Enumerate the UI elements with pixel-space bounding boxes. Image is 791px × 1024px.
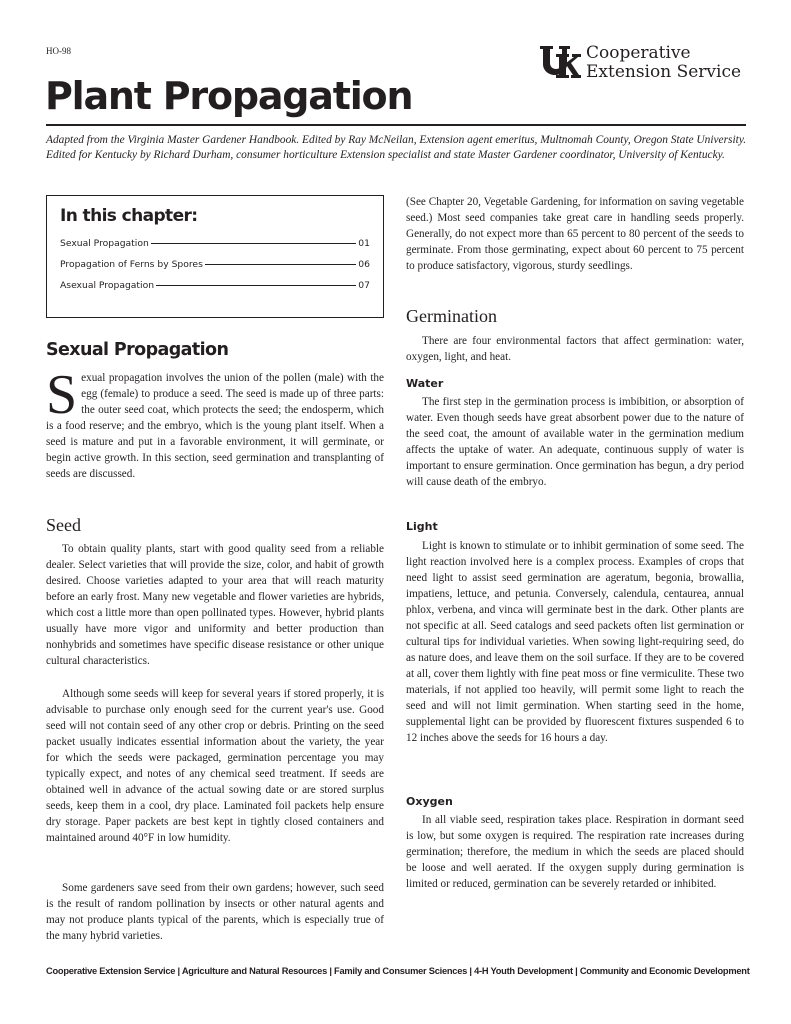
section-heading-sexual-propagation: Sexual Propagation xyxy=(46,340,229,360)
toc-item-label: Sexual Propagation xyxy=(60,238,149,249)
subheading-light: Light xyxy=(406,520,438,533)
adapted-note: Adapted from the Virginia Master Gardener Handbook. Edited by Ray McNeilan, Extension agent emeritus, Multnomah County, Oregon State University. Edited for Kentucky by Richard Durham, consumer horticulture Extension specialist and state Master Gardener coordinator, University of Kentucky. xyxy=(46,134,747,161)
paragraph-seed-3: Some gardeners save seed from their own gardens; however, such seed is the result of random pollination by insects or other natural agents and may not produce plants typical of the parents, which is especially true of the many hybrid varieties. xyxy=(46,882,384,942)
toc-item[interactable] xyxy=(60,259,370,270)
paragraph-germination: There are four environmental factors that affect germination: water, oxygen, light, and heat. xyxy=(406,335,744,363)
logo-text xyxy=(586,44,741,82)
toc-leader xyxy=(156,285,356,286)
paragraph-text: exual propagation involves the union of the pollen (male) with the egg (female) to produce a seed. The seed is made up of three parts: the outer seed coat, which protects the seed; the endosperm, which is a food reserve; and the embryo, which is the young plant itself. When a seed is mature and put in a favorable environment, it will germinate, or begin active growth. In this section, seed germination and transplanting of seeds are discussed. xyxy=(46,372,384,480)
toc-item[interactable] xyxy=(60,238,370,249)
toc-item-page: 07 xyxy=(358,280,370,291)
paragraph-seed-2: Although some seeds will keep for several years if stored properly, it is advisable to purchase only enough seed for the current year's use. Good seed will not contain seed of any other crop or debris. Printing on the seed packet usually indicates essential information about the variety, the year for which the seeds were packaged, germination percentage you may typically expect, and notes of any chemical seed treatment. If seeds are obtained well in advance of the actual sowing date or are stored surplus seeds, keep them in a cool, dry place. Laminated foil packets help ensure dry storage. Paper packets are best kept in tightly closed containers and maintained around 40°F in low humidity. xyxy=(46,688,384,844)
toc-box xyxy=(46,195,384,318)
toc-item-label: Propagation of Ferns by Spores xyxy=(60,259,203,270)
document-code: HO-98 xyxy=(46,46,71,56)
drop-cap: S xyxy=(46,364,78,426)
footer-bar: Cooperative Extension Service | Agriculture and Natural Resources | Family and Consumer Sciences | 4-H Youth Development | Community and Economic Development xyxy=(46,966,750,976)
subheading-seed: Seed xyxy=(46,515,81,535)
logo-line-2: Extension Service xyxy=(586,62,742,82)
uk-logo xyxy=(539,44,749,86)
paragraph-water: The first step in the germination process is imbibition, or absorption of water. Even though seeds have great absorbent power due to the nature of the seed coat, the amount of available water in the germination medium affects the uptake of water. An adequate, continuous supply of water is important to ensure germination. Once germination has begun, a dry period will cause death of the embryo. xyxy=(406,396,744,488)
logo-line-1: Cooperative xyxy=(586,43,691,63)
toc-item-page: 06 xyxy=(358,259,370,270)
subheading-oxygen: Oxygen xyxy=(406,795,453,808)
paragraph-seed-1: To obtain quality plants, start with good quality seed from a reliable dealer. Select varieties that will provide the size, color, and habit of growth desired. Choose varieties adapted to your area that will reach maturity before an early frost. Many new vegetable and flower varieties are hybrids, which cost a little more than open pollinated types. However, hybrid plants usually have more vigor and uniformity and better production than nonhybrids and sometimes have specific disease resistance or other unique cultural characteristics. xyxy=(46,543,384,667)
subheading-germination: Germination xyxy=(406,306,497,326)
toc-heading: In this chapter: xyxy=(60,206,198,226)
paragraph-continued: (See Chapter 20, Vegetable Gardening, for information on saving vegetable seed.) Most seed companies take great care in handling seeds properly. Generally, do not expect more than 65 percent to 80 percent of the seeds to germinate. From those germinating, expect about 60 percent to 75 percent to produce satisfactory, vigorous, sturdy seedlings. xyxy=(406,196,744,272)
toc-leader xyxy=(205,264,356,265)
toc-item-page: 01 xyxy=(358,238,370,249)
subheading-water: Water xyxy=(406,377,444,390)
paragraph-sexual-propagation xyxy=(46,364,384,482)
toc-item-label: Asexual Propagation xyxy=(60,280,155,291)
uk-logo-icon xyxy=(539,44,581,82)
paragraph-oxygen: In all viable seed, respiration takes place. Respiration in dormant seed is low, but some oxygen is required. The respiration rate increases during germination; therefore, the medium in which the seeds are placed should be loose and well aerated. If the oxygen supply during germination is limited or reduced, germination can be severely retarded or inhibited. xyxy=(406,814,744,890)
toc-leader xyxy=(151,243,357,244)
toc-item[interactable] xyxy=(60,280,370,291)
header-rule xyxy=(46,124,746,126)
page-title: Plant Propagation xyxy=(45,74,413,118)
paragraph-light: Light is known to stimulate or to inhibit germination of some seed. The light reaction involved here is a complex process. Examples of crops that need light to assist seed germination are ageratum, begonia, browallia, impatiens, lettuce, and petunia. Conversely, calendula, centaurea, annual phlox, verbena, and vinca will germinate best in the dark. Other plants are not specific at all. Seed catalogs and seed packets often list germination or cultural tips for individual varieties. When sowing light-requiring seed, do as nature does, and leave them on the soil surface. If they are to be covered at all, cover them lightly with fine peat moss or fine vermiculite. These two materials, if not applied too heavily, will permit some light to reach the seed and will not limit germination. When starting seed in the home, supplemental light can be provided by fluorescent fixtures suspended 6 to 12 inches above the seeds for 16 hours a day. xyxy=(406,540,744,744)
